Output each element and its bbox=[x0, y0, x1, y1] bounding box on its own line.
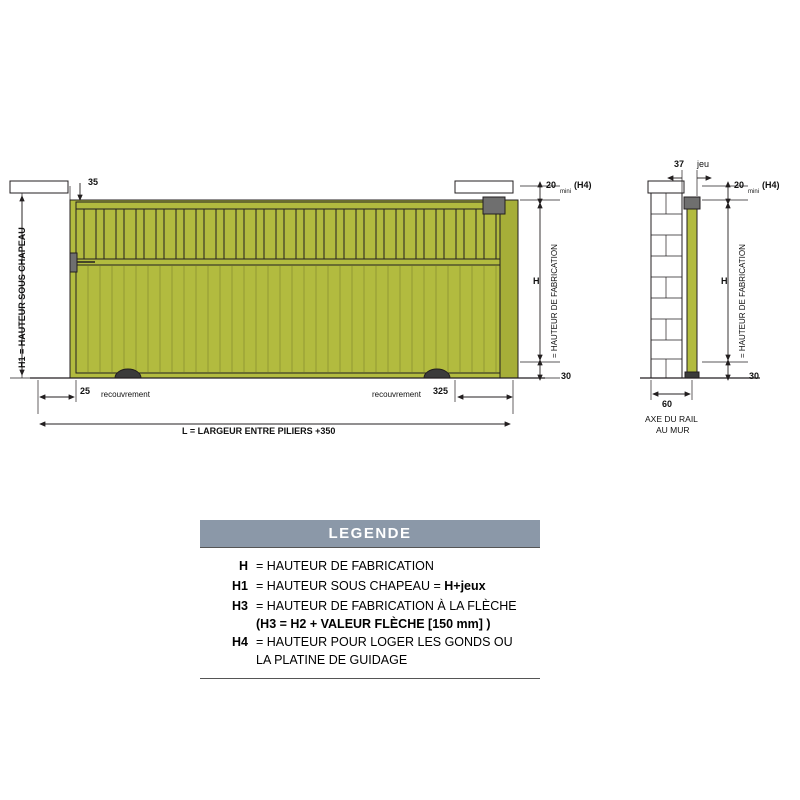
label-recouvrement-right: recouvrement bbox=[372, 390, 421, 399]
label-dim-325: 325 bbox=[433, 386, 449, 396]
legend-sub-h4: LA PLATINE DE GUIDAGE bbox=[256, 653, 408, 667]
label-dim-60: 60 bbox=[662, 399, 673, 409]
label-axe-rail-line2: AU MUR bbox=[656, 425, 690, 435]
legend-key-h3: H3 bbox=[232, 599, 248, 613]
label-jeu-37: 37 bbox=[674, 159, 685, 169]
legend-value-h1 bbox=[256, 579, 540, 593]
label-top-gap-35: 35 bbox=[88, 177, 99, 187]
legend-key-h4: H4 bbox=[232, 635, 248, 649]
label-h-code-side: H bbox=[721, 276, 728, 286]
label-h1-vertical: H1 = HAUTEUR SOUS CHAPEAU bbox=[17, 227, 27, 368]
label-top-right-h4-side: (H4) bbox=[762, 180, 780, 190]
legend-panel bbox=[200, 520, 540, 679]
legend-title: LEGENDE bbox=[200, 520, 540, 548]
label-bottom-30-front: 30 bbox=[561, 371, 572, 381]
legend-value-h4: = HAUTEUR POUR LOGER LES GONDS OU bbox=[256, 635, 513, 649]
label-jeu-text: jeu bbox=[697, 159, 710, 169]
label-recouvrement-left: recouvrement bbox=[101, 390, 150, 399]
label-axe-rail-line1: AXE DU RAIL bbox=[645, 414, 698, 424]
label-h-fabrication-side: = HAUTEUR DE FABRICATION bbox=[738, 244, 747, 358]
label-top-right-mini-side: mini bbox=[748, 189, 760, 195]
label-h-fabrication-front: = HAUTEUR DE FABRICATION bbox=[550, 244, 559, 358]
legend-value-h3: = HAUTEUR DE FABRICATION À LA FLÈCHE bbox=[256, 599, 517, 613]
label-total-width: L = LARGEUR ENTRE PILIERS +350 bbox=[182, 426, 336, 436]
legend-key-h: H bbox=[238, 559, 248, 573]
label-bottom-30-side: 30 bbox=[749, 371, 760, 381]
legend-value-h: = HAUTEUR DE FABRICATION bbox=[256, 559, 434, 573]
legend-value-h1-extra: H+jeux bbox=[444, 579, 486, 593]
legend-sub-h3-bold: VALEUR FLÈCHE [150 mm] bbox=[320, 617, 483, 631]
label-h-code-front: H bbox=[533, 276, 540, 286]
label-top-right-h4: (H4) bbox=[574, 180, 592, 190]
legend-sub-h3-pre: (H3 = H2 + bbox=[256, 617, 321, 631]
legend-row bbox=[200, 576, 540, 596]
legend-row bbox=[200, 632, 540, 652]
legend-sub-h3 bbox=[200, 616, 540, 632]
label-top-right-20-side: 20 bbox=[734, 180, 745, 190]
legend-row bbox=[200, 556, 540, 576]
legend-row bbox=[200, 596, 540, 616]
label-dim-25: 25 bbox=[80, 386, 91, 396]
label-top-right-mini: mini bbox=[560, 189, 572, 195]
label-top-right-20: 20 bbox=[546, 180, 557, 190]
legend-key-h1: H1 bbox=[232, 579, 248, 593]
legend-value-h1-text: = HAUTEUR SOUS CHAPEAU = bbox=[256, 579, 441, 593]
legend-body bbox=[200, 548, 540, 679]
legend-sub-h3-post: ) bbox=[482, 617, 491, 631]
